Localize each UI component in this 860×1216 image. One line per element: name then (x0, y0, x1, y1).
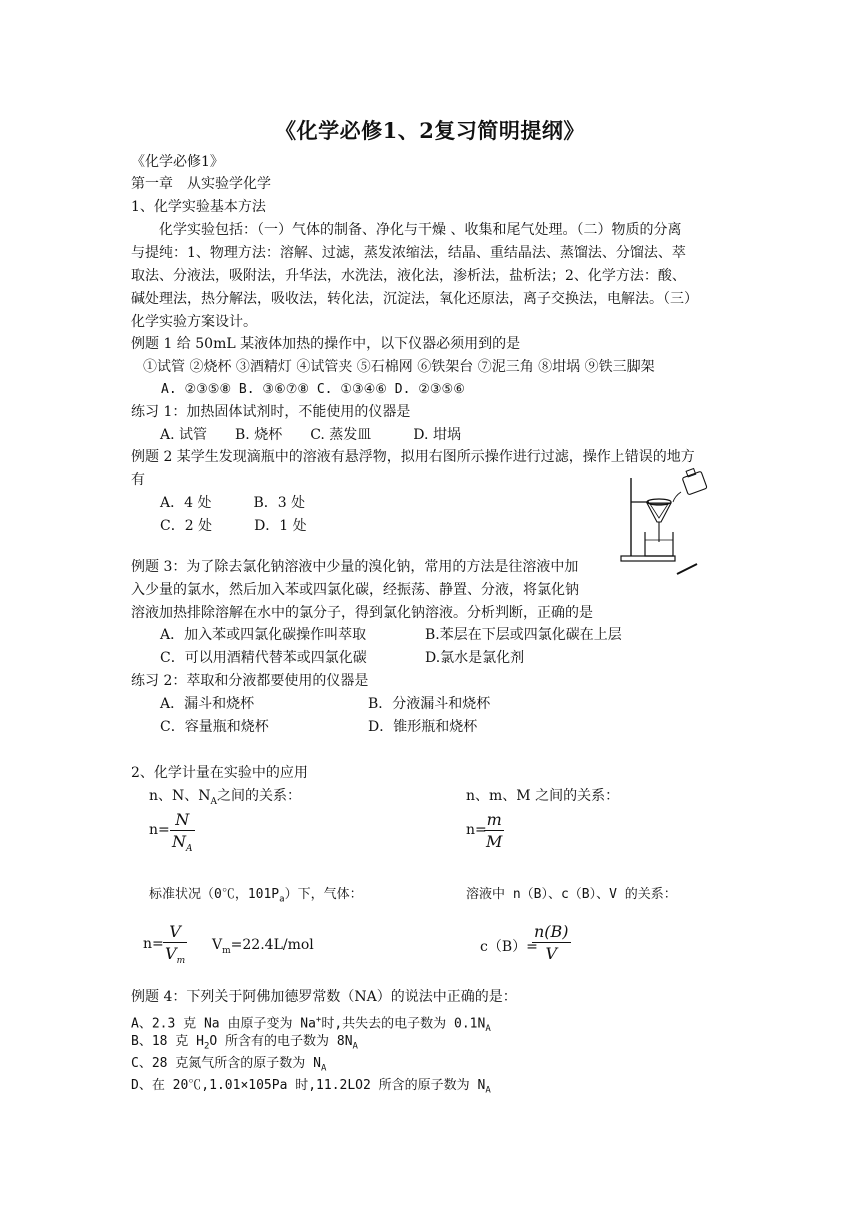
chapter-heading: 第一章 从实验学化学 (131, 176, 271, 192)
intro-line: 化学实验包括：（一）气体的制备、净化与干燥 、收集和尾气处理。（二）物质的分离 (159, 222, 682, 238)
intro-line: 与提纯：1、物理方法：溶解、过滤，蒸发浓缩法，结晶、重结晶法、蒸馏法、分馏法、萃 (131, 245, 686, 261)
equation-4-lead: c（B）= (480, 939, 538, 955)
intro-line: 碱处理法，热分解法，吸收法，转化法，沉淀法，氧化还原法，离子交换法，电解法。（三） (131, 291, 698, 307)
equation-2-lead: n= (466, 822, 487, 838)
relation-label-n-N-NA: n、N、$N_A$之间的关系： (149, 788, 302, 807)
practice-1-stem: 练习 1：加热固体试剂时，不能使用的仪器是 (131, 404, 411, 420)
example-1-stem: 例题 1 给 50mL 某液体加热的操作中，以下仪器必须用到的是 (131, 336, 521, 352)
practice-2-option-c: C．容量瓶和烧杯 (160, 719, 269, 735)
equation-2-fraction (484, 810, 504, 851)
practice-2-option-a: A．漏斗和烧杯 (160, 696, 255, 712)
equation-4-fraction (532, 922, 571, 963)
equation-1-numerator: N (175, 810, 190, 829)
example-3-option-b: B.苯层在下层或四氯化碳在上层 (425, 627, 622, 643)
solution-relation-label: 溶液中 n（B）、c（B）、V 的关系： (466, 887, 677, 902)
example-2-options: A．4 处 B．3 处 (160, 495, 306, 511)
equation-1-fraction (170, 810, 195, 854)
equation-2-numerator: m (486, 810, 502, 829)
equation-4-numerator: n(B) (534, 922, 569, 941)
example-3-option-d: D.氯水是氯化剂 (425, 650, 525, 666)
section-heading-2: 2、化学计量在实验中的应用 (131, 765, 308, 781)
example-4-option-b: B、18 克 $H_2O$ 所含有的电子数为 $8N_A$ (131, 1034, 358, 1052)
example-4-option-a: A、2.3 克 Na 由原子变为 Na+时,共失去的电子数为 $0.1N_A$ (131, 1015, 491, 1034)
equation-2-denominator: M (486, 832, 503, 851)
practice-2-stem: 练习 2：萃取和分液都要使用的仪器是 (131, 673, 369, 689)
practice-2-option-b: B．分液漏斗和烧杯 (368, 696, 491, 712)
equation-3-denominator: $V_m$ (165, 944, 186, 967)
section-heading-1: 1、化学实验基本方法 (131, 199, 266, 215)
intro-line: 化学实验方案设计。 (131, 314, 257, 330)
example-3-option-a: A．加入苯或四氯化碳操作叫萃取 (160, 627, 367, 643)
example-4-option-c: C、28 克氮气所含的原子数为 $N_A$ (131, 1056, 327, 1074)
practice-1-options: A. 试管 B. 烧杯 C. 蒸发皿 D. 坩埚 (160, 427, 461, 443)
equation-3-lead: n= (143, 936, 164, 952)
equation-1-lead: n= (149, 822, 170, 838)
example-3-line: 溶液加热排除溶解在水中的氯分子，得到氯化钠溶液。分析判断，正确的是 (131, 605, 593, 621)
intro-line: 取法、分液法，吸附法，升华法，水洗法，液化法，渗析法，盐析法；2、化学方法：酸、 (131, 268, 686, 284)
example-2-stem: 例题 2 某学生发现滴瓶中的溶液有悬浮物，拟用右图所示操作进行过滤，操作上错误的地方 (131, 449, 695, 465)
example-4-stem: 例题 4：下列关于阿佛加德罗常数（NA）的说法中正确的是： (131, 989, 517, 1005)
example-3-option-c: C．可以用酒精代替苯或四氯化碳 (160, 650, 367, 666)
equation-3-numerator: V (169, 922, 181, 941)
example-2-stem-cont: 有 (131, 472, 145, 488)
document-title: 《化学必修1、2复习简明提纲》 (275, 118, 585, 143)
molar-volume-value: $V_m=22.4L$/mol (212, 937, 314, 956)
example-1-items: ①试管 ②烧杯 ③酒精灯 ④试管夹 ⑤石棉网 ⑥铁架台 ⑦泥三角 ⑧坩埚 ⑨铁三脚架 (143, 359, 655, 375)
example-3-line: 入少量的氯水，然后加入苯或四氯化碳，经振荡、静置、分液，将氯化钠 (131, 582, 579, 598)
standard-condition-label: 标准状况（0℃，$101P_a$）下，气体： (149, 887, 363, 905)
filtration-apparatus-figure (615, 466, 735, 576)
example-3-line: 例题 3：为了除去氯化钠溶液中少量的溴化钠，常用的方法是往溶液中加 (131, 559, 579, 575)
practice-2-option-d: D．锥形瓶和烧杯 (368, 719, 478, 735)
relation-label-n-m-M: n、m、M 之间的关系： (466, 788, 620, 804)
example-2-options: C．2 处 D．1 处 (160, 518, 307, 534)
equation-4-denominator: V (545, 944, 558, 963)
example-1-options: A. ②③⑤⑧ B. ③⑥⑦⑧ C. ①③④⑥ D. ②③⑤⑥ (161, 382, 465, 397)
equation-1-denominator: $N_A$ (172, 832, 193, 855)
example-4-option-d: D、在 20℃,1.01×105Pa 时,11.2LO2 所含的原子数为 $N_A$ (131, 1078, 491, 1096)
equation-3-fraction (163, 922, 187, 966)
book-label: 《化学必修1》 (131, 154, 224, 170)
